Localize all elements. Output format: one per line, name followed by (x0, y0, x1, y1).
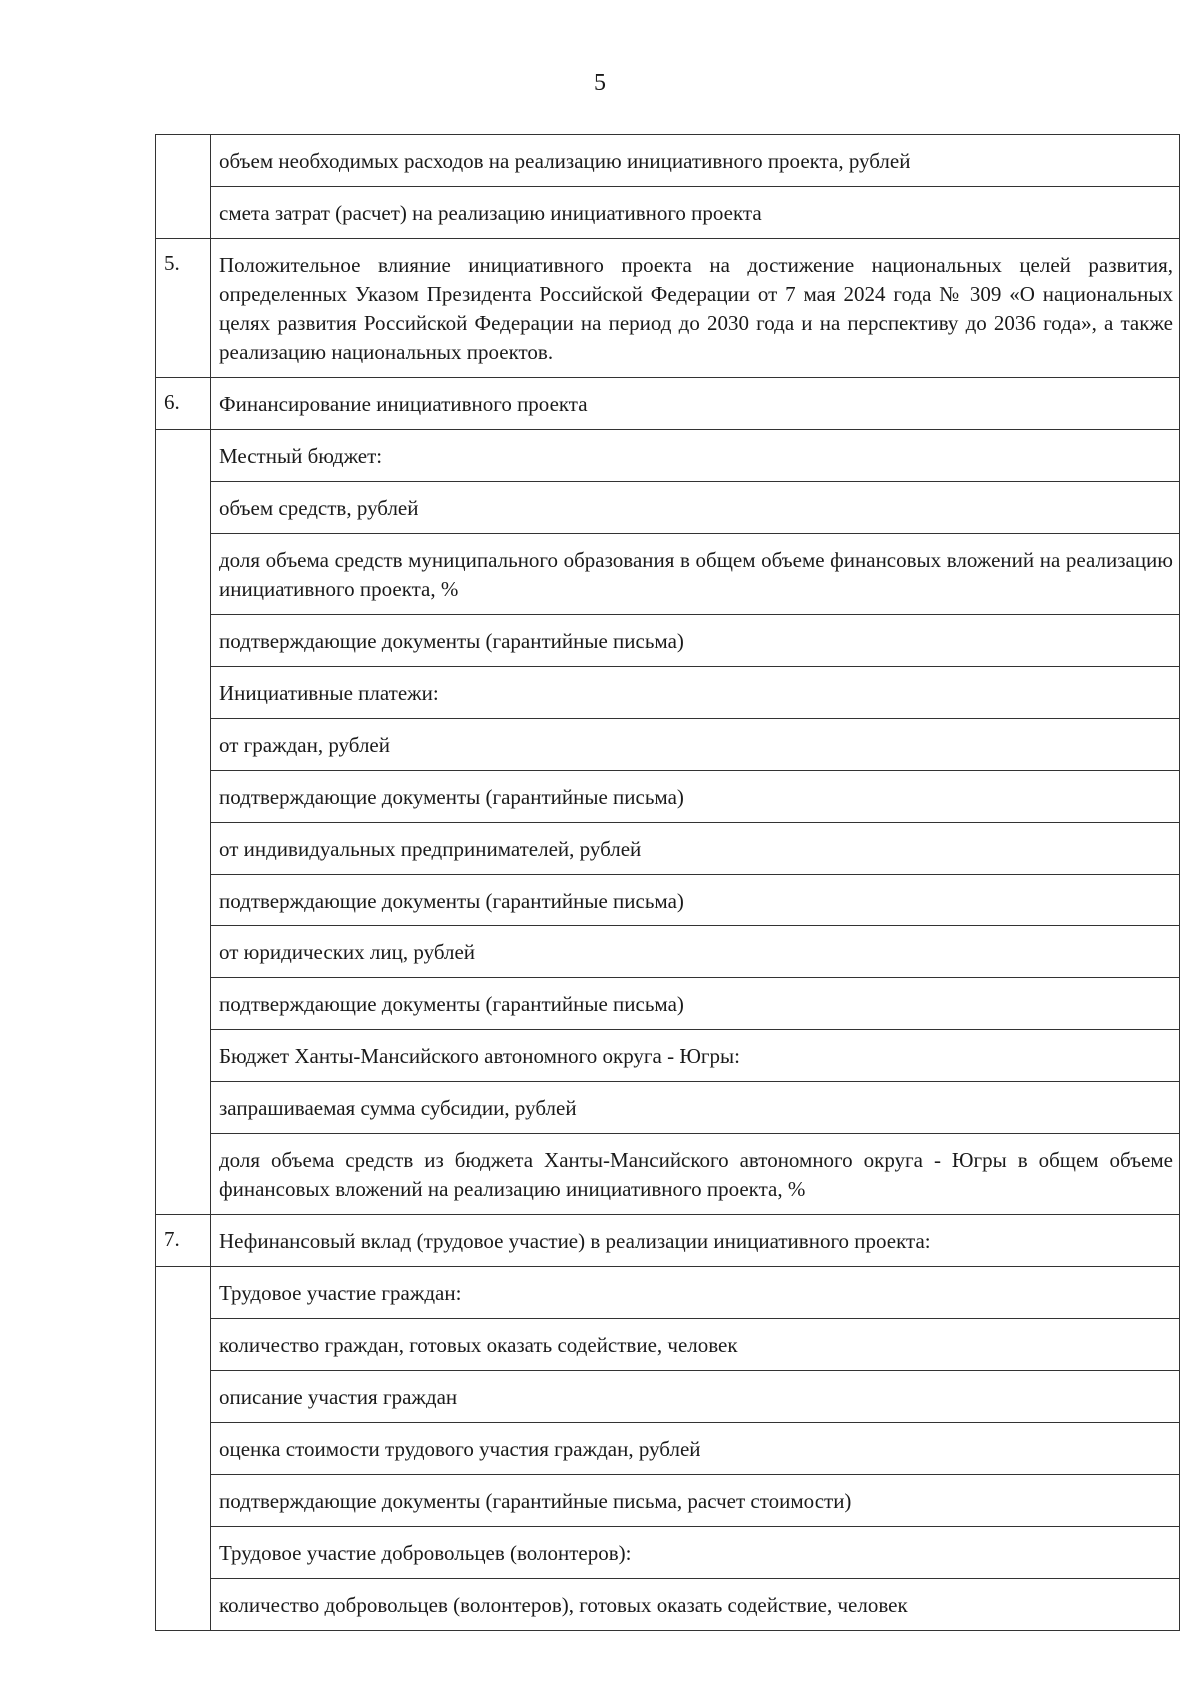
table-row (156, 770, 1180, 822)
row-text: Нефинансовый вклад (трудовое участие) в реализации инициативного проекта: (211, 1215, 1180, 1267)
row-number-cell (156, 429, 211, 1215)
row-text: смета затрат (расчет) на реализацию инициативного проекта (211, 186, 1180, 238)
row-text: от граждан, рублей (211, 718, 1180, 770)
table-row (156, 1267, 1180, 1319)
table-row (156, 1319, 1180, 1371)
row-text: Бюджет Ханты-Мансийского автономного округа - Югры: (211, 1030, 1180, 1082)
table-row (156, 1215, 1180, 1267)
table-row (156, 874, 1180, 926)
row-text: оценка стоимости трудового участия граждан, рублей (211, 1423, 1180, 1475)
row-text: Местный бюджет: (211, 429, 1180, 481)
table-row (156, 1134, 1180, 1215)
project-form-table (155, 134, 1180, 1631)
table-row (156, 1527, 1180, 1579)
table-row (156, 1030, 1180, 1082)
table-row (156, 978, 1180, 1030)
table-row (156, 186, 1180, 238)
table-row (156, 822, 1180, 874)
table-row (156, 1371, 1180, 1423)
table-row (156, 429, 1180, 481)
row-text: количество добровольцев (волонтеров), готовых оказать содействие, человек (211, 1579, 1180, 1631)
row-text: объем средств, рублей (211, 481, 1180, 533)
table-row (156, 718, 1180, 770)
row-number-cell (156, 1267, 211, 1631)
row-text: от индивидуальных предпринимателей, рублей (211, 822, 1180, 874)
row-text: подтверждающие документы (гарантийные письма, расчет стоимости) (211, 1475, 1180, 1527)
row-text: подтверждающие документы (гарантийные письма) (211, 978, 1180, 1030)
row-text: количество граждан, готовых оказать содействие, человек (211, 1319, 1180, 1371)
table-row (156, 1423, 1180, 1475)
table-row (156, 481, 1180, 533)
table-row (156, 135, 1180, 187)
row-text: Финансирование инициативного проекта (211, 377, 1180, 429)
row-text: доля объема средств муниципального образования в общем объеме финансовых вложений на реализацию инициативного проекта, % (211, 533, 1180, 614)
table-row (156, 1082, 1180, 1134)
table-row (156, 666, 1180, 718)
table-row (156, 926, 1180, 978)
row-text: подтверждающие документы (гарантийные письма) (211, 874, 1180, 926)
row-number-cell: 7. (156, 1215, 211, 1267)
row-number-cell (156, 135, 211, 239)
row-text: Положительное влияние инициативного проекта на достижение национальных целей развития, определенных Указом Президента Российской Федерации от 7 мая 2024 года № 309 «О национальных целях развития Российской Федерации на период до 2030 года и на перспективу до 2036 года», а также реализацию национальных проектов. (211, 238, 1180, 377)
row-text: Трудовое участие добровольцев (волонтеров): (211, 1527, 1180, 1579)
row-text: объем необходимых расходов на реализацию инициативного проекта, рублей (211, 135, 1180, 187)
row-text: от юридических лиц, рублей (211, 926, 1180, 978)
row-text: запрашиваемая сумма субсидии, рублей (211, 1082, 1180, 1134)
row-text: Инициативные платежи: (211, 666, 1180, 718)
row-text: описание участия граждан (211, 1371, 1180, 1423)
row-text: подтверждающие документы (гарантийные письма) (211, 770, 1180, 822)
row-number-cell: 5. (156, 238, 211, 377)
row-text: Трудовое участие граждан: (211, 1267, 1180, 1319)
table-row (156, 377, 1180, 429)
table-row (156, 614, 1180, 666)
row-text: доля объема средств из бюджета Ханты-Мансийского автономного округа - Югры в общем объеме финансовых вложений на реализацию инициативного проекта, % (211, 1134, 1180, 1215)
row-number-cell: 6. (156, 377, 211, 429)
table-row (156, 1579, 1180, 1631)
table-row (156, 1475, 1180, 1527)
table-row (156, 238, 1180, 377)
page-number: 5 (594, 70, 606, 96)
table-row (156, 533, 1180, 614)
row-text: подтверждающие документы (гарантийные письма) (211, 614, 1180, 666)
